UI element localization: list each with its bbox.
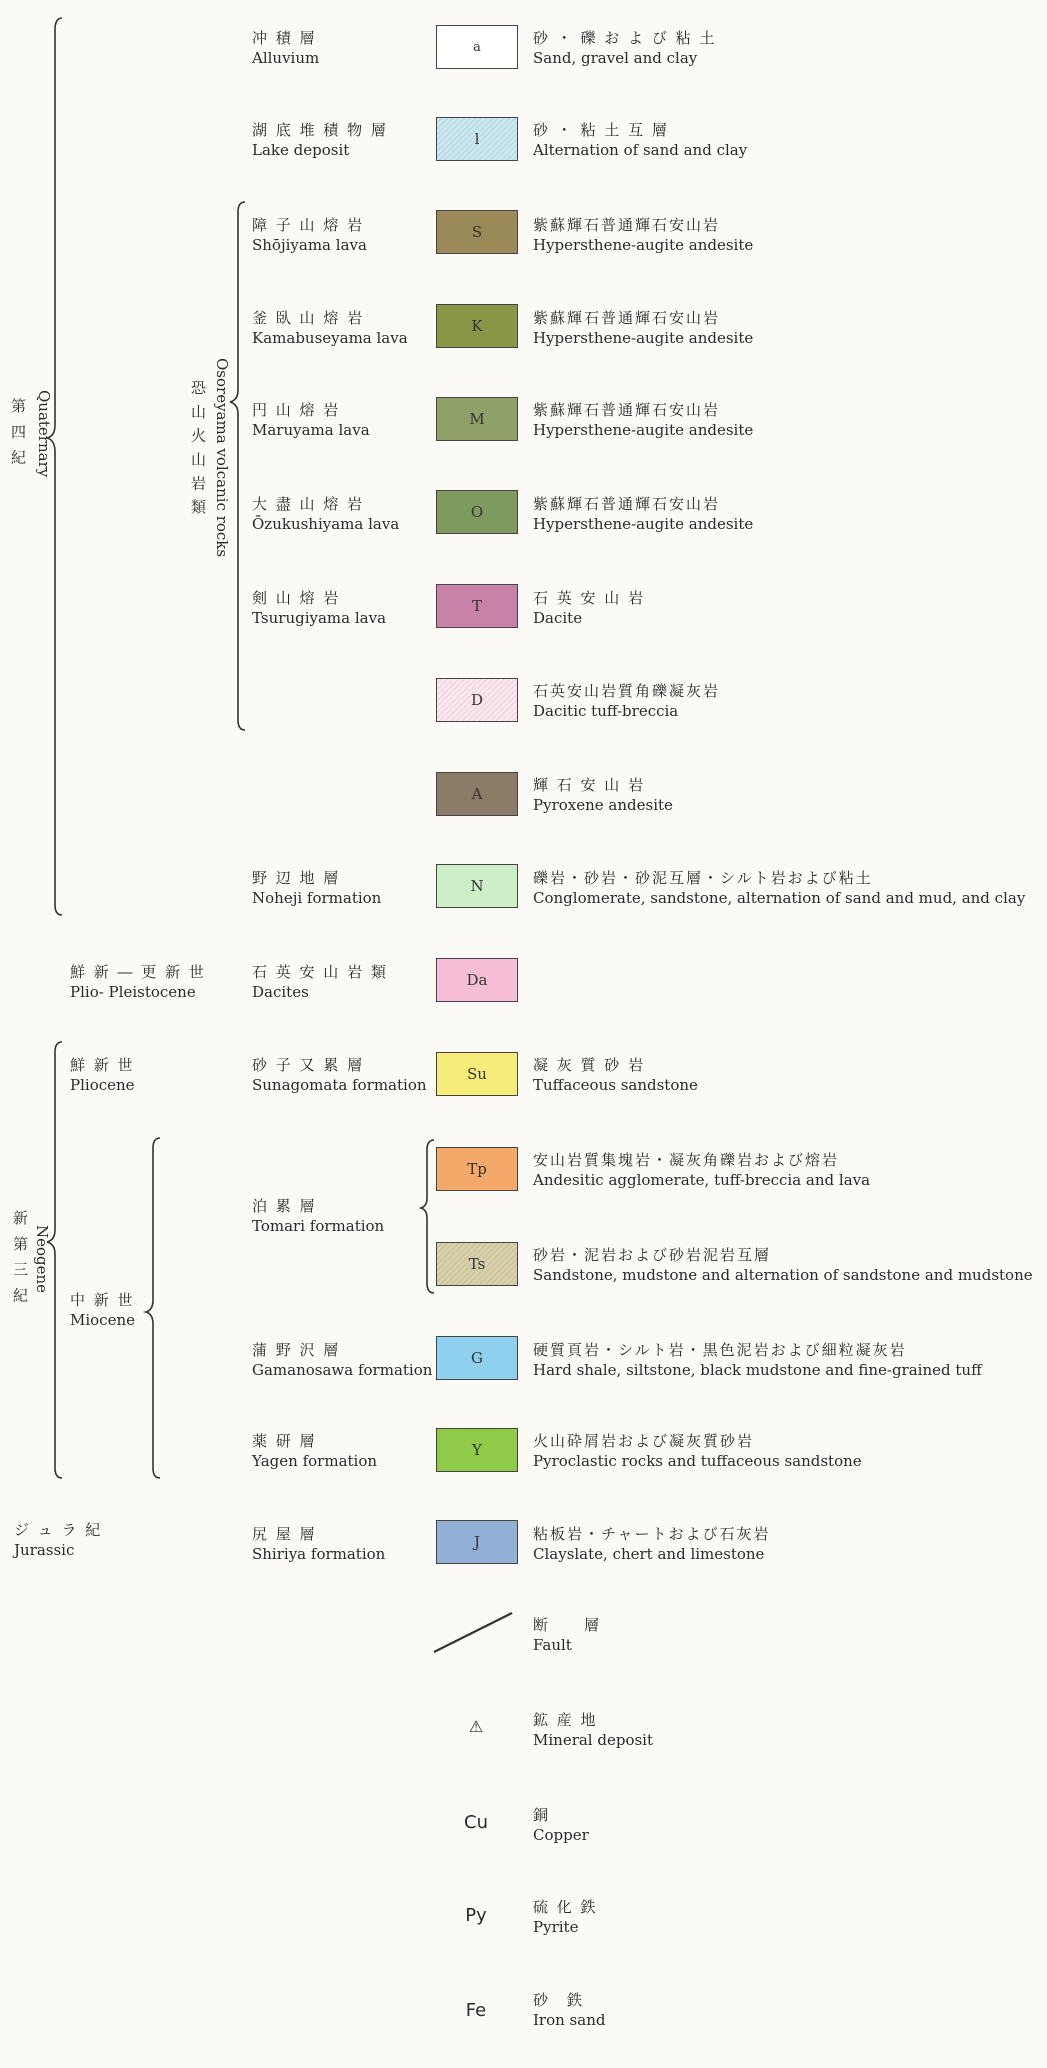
- pliocene-label: [70, 1055, 135, 1095]
- legend-box-S: S: [436, 210, 518, 254]
- unit-desc-A: 輝 石 安 山 岩 Pyroxene andesite: [533, 776, 673, 814]
- tomari-bracket: [421, 1140, 434, 1293]
- unit-desc-O: 紫蘇輝石普通輝石安山岩 Hypersthene-augite andesite: [533, 495, 754, 533]
- legend-box-A: A: [436, 772, 518, 816]
- fault-line: [434, 1613, 512, 1652]
- legend-box-M: M: [436, 397, 518, 441]
- osoreyama-label-jp: 恐 山 火 山 岩 類: [189, 380, 207, 516]
- symbol-desc-ironsand: 砂 鉄 Iron sand: [533, 1991, 606, 2029]
- unit-desc-a: 砂 ・ 礫 お よ び 粘 土 Sand, gravel and clay: [533, 29, 717, 67]
- mineral-deposit-icon: ⚠: [468, 1717, 484, 1736]
- legend-box-Ts: Ts: [436, 1242, 518, 1286]
- neogene-label-en: Neogene: [33, 1225, 51, 1294]
- jurassic-label: [14, 1520, 102, 1560]
- iron-sand-icon: Fe: [465, 2000, 487, 2021]
- jurassic-en: Jurassic: [14, 1541, 75, 1559]
- unit-name-Da: 石 英 安 山 岩 類 Dacites: [252, 963, 388, 1001]
- legend-box-J: J: [436, 1520, 518, 1564]
- plio-pleistocene-label: [70, 962, 206, 1002]
- legend-box-Su: Su: [436, 1052, 518, 1096]
- miocene-label: [70, 1290, 135, 1330]
- unit-name-Su: 砂 子 又 累 層 Sunagomata formation: [252, 1056, 427, 1094]
- unit-desc-M: 紫蘇輝石普通輝石安山岩 Hypersthene-augite andesite: [533, 401, 754, 439]
- legend-box-Da: Da: [436, 958, 518, 1002]
- pliocene-en: Pliocene: [70, 1076, 135, 1094]
- unit-desc-Su: 凝 灰 質 砂 岩 Tuffaceous sandstone: [533, 1056, 698, 1094]
- symbol-desc-pyrite: 硫 化 鉄 Pyrite: [533, 1898, 598, 1936]
- plio-pleistocene-jp: 鮮 新 ― 更 新 世: [70, 963, 206, 981]
- unit-name-J: 尻 屋 層 Shiriya formation: [252, 1525, 386, 1563]
- legend-box-K: K: [436, 304, 518, 348]
- legend-box-N: N: [436, 864, 518, 908]
- unit-desc-T: 石 英 安 山 岩 Dacite: [533, 589, 646, 627]
- plio-pleistocene-en: Plio- Pleistocene: [70, 983, 196, 1001]
- legend-box-Y: Y: [436, 1428, 518, 1472]
- unit-name-O: 大 盡 山 熔 岩 Ōzukushiyama lava: [252, 495, 400, 533]
- unit-name-S: 障 子 山 熔 岩 Shōjiyama lava: [252, 216, 367, 254]
- pliocene-jp: 鮮 新 世: [70, 1056, 135, 1074]
- unit-name-G: 蒲 野 沢 層 Gamanosawa formation: [252, 1341, 433, 1379]
- quaternary-label: [8, 398, 28, 468]
- unit-name-l: 湖 底 堆 積 物 層 Lake deposit: [252, 121, 388, 159]
- legend-box-T: T: [436, 584, 518, 628]
- unit-desc-N: 礫岩・砂岩・砂泥互層・シルト岩および粘土 Conglomerate, sandstone, alternation of sand and mud, and clay: [533, 869, 1026, 907]
- legend-box-a: a: [436, 25, 518, 69]
- unit-desc-J: 粘板岩・チャートおよび石灰岩 Clayslate, chert and limestone: [533, 1525, 771, 1563]
- unit-name-a: 冲 積 層 Alluvium: [252, 29, 320, 67]
- unit-desc-G: 硬質頁岩・シルト岩・黒色泥岩および細粒凝灰岩 Hard shale, siltstone, black mudstone and fine-grained tuff: [533, 1341, 982, 1379]
- jurassic-jp: ジ ュ ラ 紀: [14, 1521, 103, 1539]
- legend-box-D: D: [436, 678, 518, 722]
- miocene-jp: 中 新 世: [70, 1291, 135, 1309]
- symbol-desc-mineral: 鉱 産 地 Mineral deposit: [533, 1711, 654, 1749]
- unit-desc-Ts: 砂岩・泥岩および砂岩泥岩互層 Sandstone, mudstone and alternation of sandstone and mudstone: [533, 1246, 1033, 1284]
- symbol-desc-fault: 断 層 Fault: [533, 1616, 602, 1654]
- unit-desc-D: 石英安山岩質角礫凝灰岩 Dacitic tuff-breccia: [533, 682, 721, 720]
- unit-name-tomari: 泊 累 層 Tomari formation: [252, 1197, 385, 1235]
- osoreyama-label-en: Osoreyama volcanic rocks: [213, 358, 231, 558]
- miocene-en: Miocene: [70, 1311, 136, 1329]
- unit-desc-l: 砂 ・ 粘 土 互 層 Alternation of sand and clay: [533, 121, 748, 159]
- osoreyama-bracket: [230, 202, 245, 730]
- unit-desc-S: 紫蘇輝石普通輝石安山岩 Hypersthene-augite andesite: [533, 216, 754, 254]
- miocene-bracket: [146, 1138, 160, 1478]
- quaternary-label-en: Quaternary: [35, 390, 53, 478]
- symbol-desc-copper: 銅 Copper: [533, 1806, 589, 1844]
- legend-box-Tp: Tp: [436, 1147, 518, 1191]
- unit-name-M: 円 山 熔 岩 Maruyama lava: [252, 401, 370, 439]
- unit-desc-K: 紫蘇輝石普通輝石安山岩 Hypersthene-augite andesite: [533, 309, 754, 347]
- legend-box-G: G: [436, 1336, 518, 1380]
- unit-name-K: 釜 臥 山 熔 岩 Kamabuseyama lava: [252, 309, 408, 347]
- legend-box-l: l: [436, 117, 518, 161]
- unit-desc-Y: 火山砕屑岩および凝灰質砂岩 Pyroclastic rocks and tuffaceous sandstone: [533, 1432, 862, 1470]
- unit-name-N: 野 辺 地 層 Noheji formation: [252, 869, 382, 907]
- copper-icon: Cu: [464, 1812, 488, 1833]
- pyrite-icon: Py: [465, 1905, 487, 1926]
- quaternary-label-jp: 第 四 紀: [9, 398, 27, 468]
- legend-box-O: O: [436, 490, 518, 534]
- unit-desc-Tp: 安山岩質集塊岩・凝灰角礫岩および熔岩 Andesitic agglomerate, tuff-breccia and lava: [533, 1151, 871, 1189]
- neogene-label-jp: 新 第 三 紀: [11, 1210, 29, 1306]
- unit-name-Y: 薬 研 層 Yagen formation: [252, 1432, 378, 1470]
- unit-name-T: 剣 山 熔 岩 Tsurugiyama lava: [252, 589, 387, 627]
